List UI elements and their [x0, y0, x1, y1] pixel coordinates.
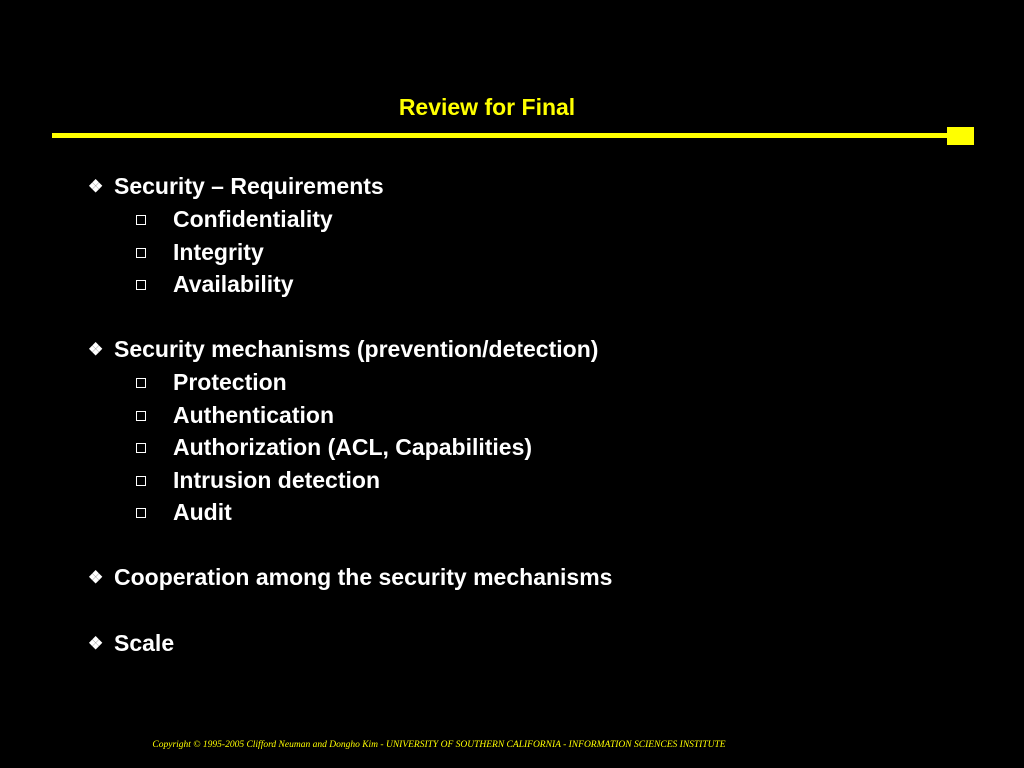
spacer	[88, 594, 968, 627]
title-rule-line	[52, 133, 952, 138]
hollow-square-icon	[136, 411, 146, 421]
sub-bullet-item	[88, 464, 968, 497]
copyright-footer: Copyright © 1995-2005 Clifford Neuman and Dongho Kim - UNIVERSITY OF SOUTHERN CALIFORNIA - INFORMATION SCIENCES INSTITUTE	[152, 740, 726, 750]
sub-bullet-text: Integrity	[173, 238, 264, 265]
sub-bullet-text: Availability	[173, 271, 294, 297]
spacer	[88, 301, 968, 334]
hollow-square-icon	[136, 476, 146, 486]
sub-bullet-text: Confidentiality	[173, 206, 333, 232]
sub-bullet-text: Intrusion detection	[173, 466, 380, 493]
sub-bullet-text: Authorization (ACL, Capabilities)	[173, 434, 533, 460]
sub-bullet-text: Protection	[173, 369, 287, 395]
bullet-text: Scale	[114, 629, 175, 656]
bullet-text: Security – Requirements	[114, 173, 384, 199]
diamond-bullet-icon: ❖	[88, 568, 104, 587]
hollow-square-icon	[136, 280, 146, 290]
spacer	[88, 529, 968, 562]
hollow-square-icon	[136, 378, 146, 388]
bullet-list	[88, 170, 968, 660]
bullet-text: Security mechanisms (prevention/detection)	[114, 336, 599, 362]
sub-bullet-item	[88, 431, 968, 464]
slide-title: Review for Final	[398, 94, 576, 120]
sub-bullet-item	[88, 268, 968, 301]
sub-bullet-item	[88, 236, 968, 269]
title-rule-square	[947, 127, 974, 145]
sub-bullet-item	[88, 366, 968, 399]
bullet-item	[88, 170, 968, 203]
diamond-bullet-icon: ❖	[88, 340, 104, 359]
bullet-item	[88, 333, 968, 366]
bullet-item	[88, 627, 968, 660]
diamond-bullet-icon: ❖	[88, 633, 104, 653]
hollow-square-icon	[136, 248, 146, 258]
hollow-square-icon	[136, 443, 146, 453]
bullet-text: Cooperation among the security mechanisms	[114, 564, 613, 590]
hollow-square-icon	[136, 215, 146, 225]
sub-bullet-text: Audit	[173, 499, 232, 525]
hollow-square-icon	[136, 508, 146, 518]
sub-bullet-item	[88, 203, 968, 236]
sub-bullet-item	[88, 399, 968, 432]
bullet-item	[88, 561, 968, 594]
sub-bullet-text: Authentication	[173, 401, 334, 428]
sub-bullet-item	[88, 496, 968, 529]
diamond-bullet-icon: ❖	[88, 177, 104, 196]
